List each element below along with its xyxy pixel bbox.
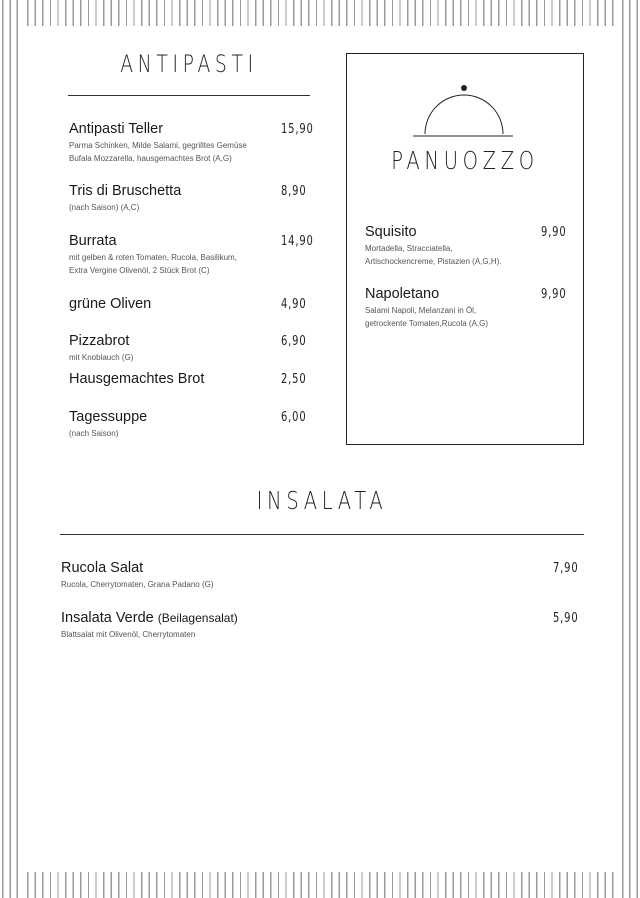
item-price: 6,90 xyxy=(281,334,307,349)
item-price: 5,90 xyxy=(553,611,579,626)
item-name xyxy=(69,296,151,312)
antipasti-heading: ANTIPASTI xyxy=(120,50,258,78)
right-border-stripes xyxy=(618,0,640,898)
top-border-stripes xyxy=(24,0,616,26)
item-price: 2,50 xyxy=(281,372,307,387)
cloche-icon xyxy=(411,82,515,140)
item-name-text: Antipasti Teller xyxy=(69,121,164,137)
item-name-text: Napoletano xyxy=(365,286,440,302)
item-description-line: Artischockencreme, Pistazien (A,G,H). xyxy=(365,257,502,266)
item-description-line: Extra Vergine Olivenöl, 2 Stück Brot (C) xyxy=(69,266,210,275)
panuozzo-heading: PANUOZZO xyxy=(391,146,539,175)
menu-item xyxy=(69,121,247,165)
menu-item xyxy=(69,333,133,364)
menu-item xyxy=(69,183,181,214)
menu-item xyxy=(69,371,204,387)
item-note: (Beilagensalat) xyxy=(157,611,238,625)
insalata-divider xyxy=(60,534,584,535)
item-description xyxy=(69,351,133,364)
item-price: 4,90 xyxy=(281,297,307,312)
item-name-text: Hausgemachtes Brot xyxy=(69,371,205,387)
item-description-line: getrockente Tomaten,Rucola (A,G) xyxy=(365,319,489,328)
item-description-line: (nach Saison) xyxy=(69,429,119,438)
item-description-line: Salami Napoli, Melanzani in Öl, xyxy=(365,306,477,315)
item-name-text: Pizzabrot xyxy=(69,333,130,349)
item-description-line: Rucola, Cherrytomaten, Grana Padano (G) xyxy=(61,580,214,589)
item-name xyxy=(69,183,181,199)
menu-item xyxy=(69,296,151,312)
item-description-line: mit Knoblauch (G) xyxy=(69,353,134,362)
item-name-text: Tagessuppe xyxy=(69,409,148,425)
insalata-heading: INSALATA xyxy=(256,486,388,515)
menu-item xyxy=(69,233,237,277)
item-description-line: (nach Saison) (A,C) xyxy=(69,203,140,212)
item-description xyxy=(365,242,501,268)
menu-item xyxy=(61,610,238,641)
item-name-text: Tris di Bruschetta xyxy=(69,183,182,199)
item-name xyxy=(61,560,214,576)
menu-item xyxy=(69,409,147,440)
item-name-text: Burrata xyxy=(69,233,117,249)
item-description xyxy=(69,201,181,214)
item-description xyxy=(365,304,488,330)
item-description xyxy=(61,628,238,641)
item-description-line: Blattsalat mit Olivenöl, Cherrytomaten xyxy=(61,630,196,639)
bottom-border-stripes xyxy=(24,872,616,898)
item-price: 6,00 xyxy=(281,410,307,425)
item-name xyxy=(69,233,237,249)
menu-item xyxy=(365,286,488,330)
item-name xyxy=(61,610,238,626)
left-border-stripes xyxy=(0,0,22,898)
item-price: 9,90 xyxy=(541,225,567,240)
item-description xyxy=(69,251,237,277)
item-price: 14,90 xyxy=(281,234,314,249)
antipasti-divider xyxy=(68,95,310,96)
item-description-line: Mortadella, Stracciatella, xyxy=(365,244,453,253)
item-name xyxy=(69,409,147,425)
item-name-text: Squisito xyxy=(365,224,417,240)
item-price: 9,90 xyxy=(541,287,567,302)
item-description-line: Parma Schinken, Milde Salami, gegrilltes Gemüse xyxy=(69,141,247,150)
item-name-text: Insalata Verde xyxy=(61,610,154,626)
menu-item xyxy=(61,560,214,591)
item-description xyxy=(69,427,147,440)
item-price: 8,90 xyxy=(281,184,307,199)
item-price: 7,90 xyxy=(553,561,579,576)
item-name xyxy=(69,333,133,349)
item-description xyxy=(61,578,214,591)
item-description xyxy=(69,139,247,165)
item-price: 15,90 xyxy=(281,122,314,137)
item-name xyxy=(69,121,247,137)
item-description-line: mit gelben & roten Tomaten, Rucola, Basilikum, xyxy=(69,253,237,262)
item-name xyxy=(365,224,501,240)
item-description-line: Bufala Mozzarella, hausgemachtes Brot (A,G) xyxy=(69,154,232,163)
item-name-text: grüne Oliven xyxy=(69,296,152,312)
item-name xyxy=(69,371,204,387)
item-name-text: Rucola Salat xyxy=(61,560,144,576)
menu-item xyxy=(365,224,501,268)
item-name xyxy=(365,286,488,302)
